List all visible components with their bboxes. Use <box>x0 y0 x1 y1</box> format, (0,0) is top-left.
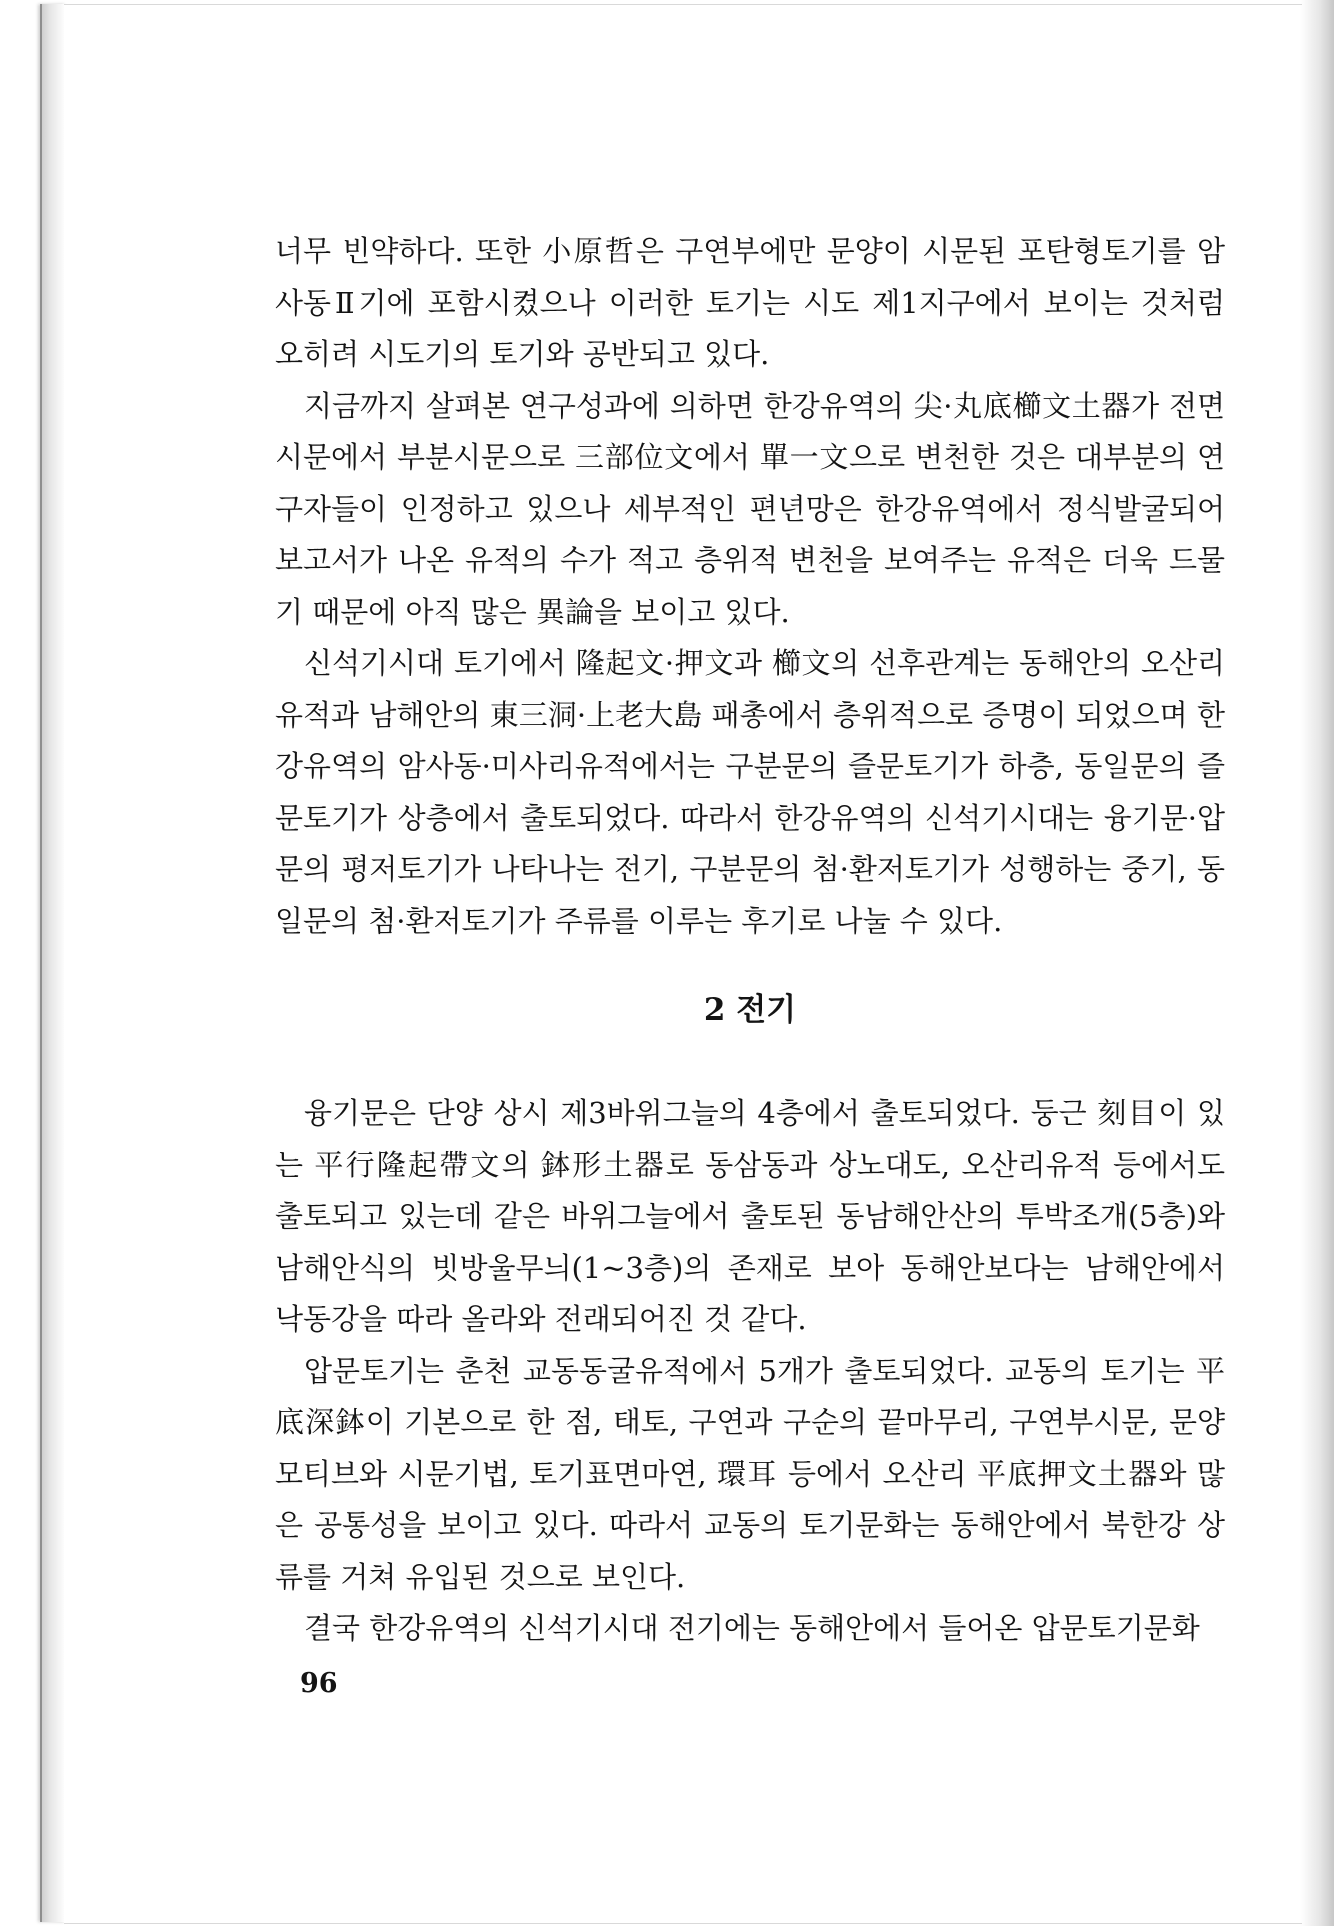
page-number: 96 <box>300 1668 338 1699</box>
paragraph: 너무 빈약하다. 또한 小原哲은 구연부에만 문양이 시문된 포탄형토기를 암사동Ⅱ기에 포함시켰으나 이러한 토기는 시도 제1지구에서 보이는 것처럼 오히려 시도기의 토기와 공반되고 있다. <box>275 234 1225 371</box>
section-heading: 2 전기 <box>703 992 797 1028</box>
paragraph: 지금까지 살펴본 연구성과에 의하면 한강유역의 尖·丸底櫛文土器가 전면시문에서 부분시문으로 三部位文에서 單一文으로 변천한 것은 대부분의 연구자들이 인정하고 있으나 세부적인 편년망은 한강유역에서 정식발굴되어 보고서가 나온 유적의 수가 적고 층위적 변천을 보여주는 유적은 더욱 드물기 때문에 아직 많은 異論을 보이고 있다. <box>275 388 1225 629</box>
paragraph: 신석기시대 토기에서 隆起文·押文과 櫛文의 선후관계는 동해안의 오산리유적과 남해안의 東三洞·上老大島 패총에서 층위적으로 증명이 되었으며 한강유역의 암사동·미사리유적에서는 구분문의 즐문토기가 하층, 동일문의 즐문토기가 상층에서 출토되었다. 따라서 한강유역의 신석기시대는 융기문·압문의 평저토기가 나타나는 전기, 구분문의 첨·환저토기가 성행하는 중기, 동일문의 첨·환저토기가 주류를 이루는 후기로 나눌 수 있다. <box>275 646 1225 938</box>
paragraph: 결국 한강유역의 신석기시대 전기에는 동해안에서 들어온 압문토기문화 <box>304 1611 1200 1645</box>
paragraph: 융기문은 단양 상시 제3바위그늘의 4층에서 출토되었다. 둥근 刻目이 있는 平行隆起帶文의 鉢形土器로 동삼동과 상노대도, 오산리유적 등에서도 출토되고 있는데 같은 바위그늘에서 출토된 동남해안산의 투박조개(5층)와 남해안식의 빗방울무늬(1~3층)의 존재로 보아 동해안보다는 남해안에서 낙동강을 따라 올라와 전래되어진 것 같다. <box>275 1096 1226 1336</box>
body-text <box>275 226 1225 1655</box>
book-spine <box>40 4 66 1922</box>
page-edge-shadow <box>1300 0 1334 1926</box>
paragraph: 압문토기는 춘천 교동동굴유적에서 5개가 출토되었다. 교동의 토기는 平底深鉢이 기본으로 한 점, 태토, 구연과 구순의 끝마무리, 구연부시문, 문양 모티브와 시문기법, 토기표면마연, 環耳 등에서 오산리 平底押文土器와 많은 공통성을 보이고 있다. 따라서 교동의 토기문화는 동해안에서 북한강 상류를 거쳐 유입된 것으로 보인다. <box>275 1353 1225 1594</box>
